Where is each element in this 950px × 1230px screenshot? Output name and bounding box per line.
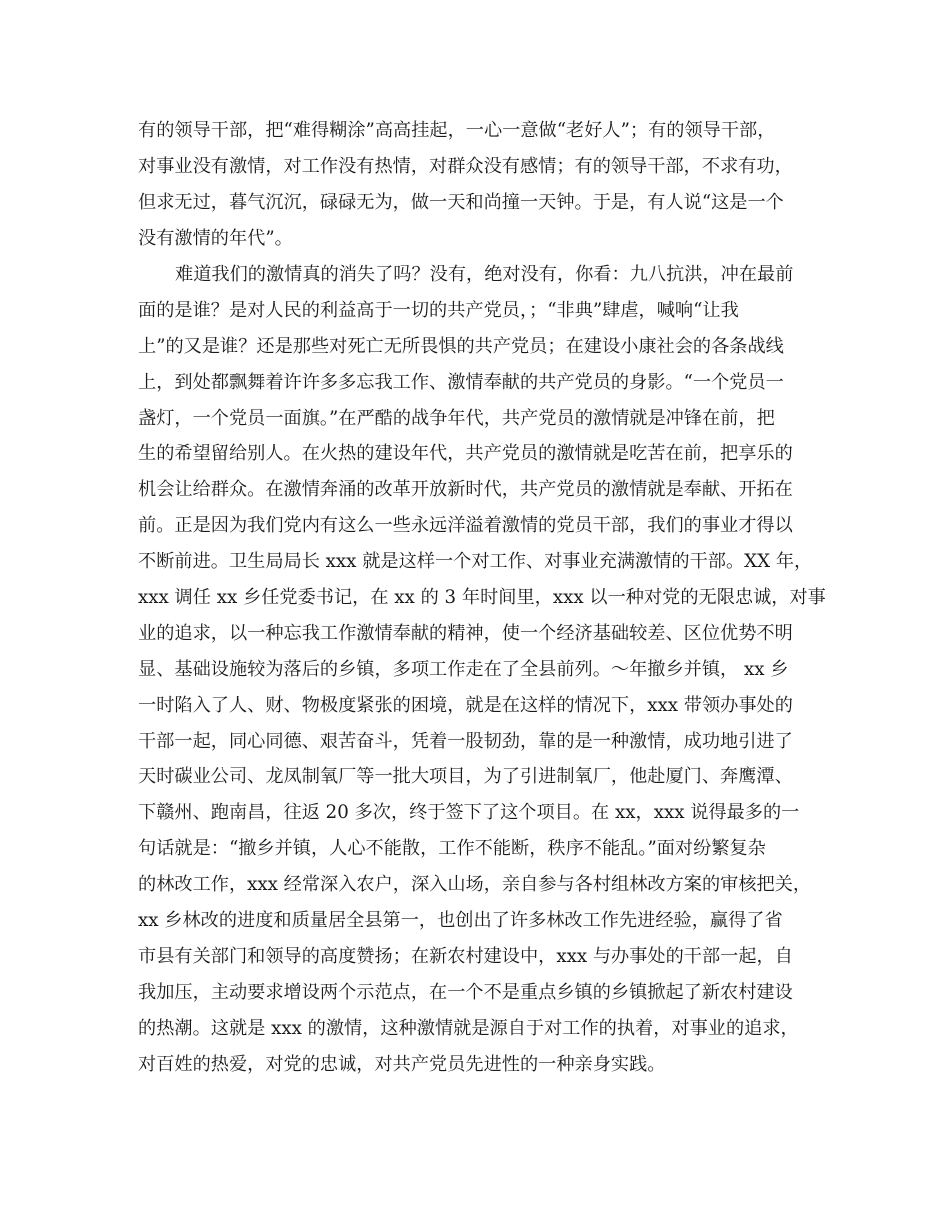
text-line: 市县有关部门和领导的高度赞扬；在新农村建设中，xxx 与办事处的干部一起，自	[138, 945, 793, 967]
text-line: 天时碳业公司、龙凤制氧厂等一批大项目，为了引进制氧厂，他赴厦门、奔鹰潭、	[138, 766, 793, 788]
text-line: 面的是谁？是对人民的利益高于一切的共产党员，；“非典”肆虐，喊响“让我	[138, 299, 739, 321]
text-line: 对事业没有激情，对工作没有热情，对群众没有感情；有的领导干部，不求有功，	[138, 155, 793, 177]
text-line: 显、基础设施较为落后的乡镇，多项工作走在了全县前列。～年撤乡并镇， xx 乡	[138, 658, 789, 680]
text-line: 前。正是因为我们党内有这么一些永远洋溢着激情的党员干部，我们的事业才得以	[138, 515, 793, 537]
text-line: 有的领导干部，把“难得糊涂”高高挂起，一心一意做“老好人”；有的领导干部，	[138, 120, 776, 141]
text-line: 盏灯，一个党员一面旗。”在严酷的战争年代，共产党员的激情就是冲锋在前，把	[138, 407, 775, 429]
text-line: 生的希望留给别人。在火热的建设年代，共产党员的激情就是吃苦在前，把享乐的	[138, 443, 793, 465]
text-line: 对百姓的热爱，对党的忠诚，对共产党员先进性的一种亲身实践。	[138, 1053, 666, 1075]
text-line: xx 乡林改的进度和质量居全县第一，也创出了许多林改工作先进经验，赢得了省	[138, 910, 783, 932]
text-line: 句话就是：“撤乡并镇，人心不能散，工作不能断，秩序不能乱。”面对纷繁复杂	[138, 838, 766, 860]
text-line: 一时陷入了人、财、物极度紧张的困境，就是在这样的情况下，xxx 带领办事处的	[138, 694, 793, 716]
text-line: 但求无过，暮气沉沉，碌碌无为，做一天和尚撞一天钟。于是，有人说“这是一个	[138, 191, 784, 213]
text-line: 业的追求，以一种忘我工作激情奉献的精神，使一个经济基础较差、区位优势不明	[138, 622, 793, 644]
text-line: 难道我们的激情真的消失了吗？没有，绝对没有，你看：九八抗洪，冲在最前	[175, 264, 794, 285]
paragraph-1	[138, 113, 828, 257]
text-line: 没有激情的年代”。	[138, 227, 293, 249]
text-line: 上，到处都飘舞着许许多多忘我工作、激情奉献的共产党员的身影。“一个党员一	[138, 371, 784, 393]
text-line: 干部一起，同心同德、艰苦奋斗，凭着一股韧劲，靠的是一种激情，成功地引进了	[138, 730, 793, 752]
text-line: 的林改工作，xxx 经常深入农户，深入山场，亲自参与各村组林改方案的审核把关，	[138, 874, 812, 896]
text-line: 不断前进。卫生局局长 xxx 就是这样一个对工作、对事业充满激情的干部。XX 年，	[138, 551, 813, 573]
text-line: 机会让给群众。在激情奔涌的改革开放新时代，共产党员的激情就是奉献、开拓在	[138, 479, 793, 501]
text-line: 下赣州、跑南昌，往返 20 多次，终于签下了这个项目。在 xx，xxx 说得最多的一	[138, 802, 800, 824]
paragraph-2	[138, 257, 828, 1082]
text-line: xxx 调任 xx 乡任党委书记，在 xx 的 3 年时间里，xxx 以一种对党的无限忠诚，对事	[138, 587, 826, 609]
text-line: 上”的又是谁？还是那些对死亡无所畏惧的共产党员；在建设小康社会的各条战线	[138, 335, 784, 357]
text-line: 的热潮。这就是 xxx 的激情，这种激情就是源自于对工作的执着，对事业的追求，	[138, 1017, 799, 1039]
text-line: 我加压，主动要求增设两个示范点，在一个不是重点乡镇的乡镇掀起了新农村建设	[138, 981, 793, 1003]
